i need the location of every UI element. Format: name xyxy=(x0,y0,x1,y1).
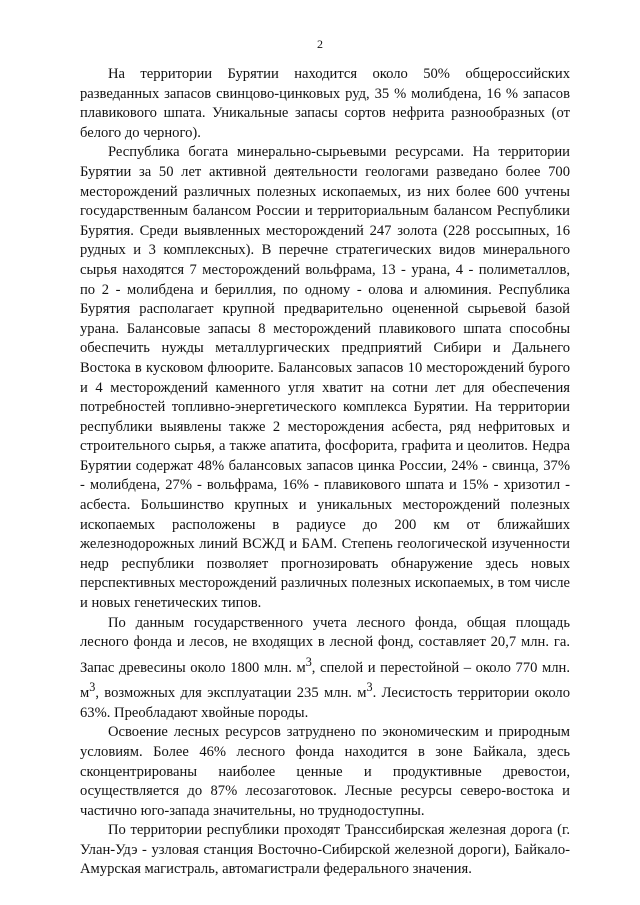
paragraph-forest-development: Освоение лесных ресурсов затруднено по экономическим и природным условиям. Более 46% лесного фонда находится в зоне Байкала, здесь сконцентрированы наиболее ценные и продуктивные древостои, осуществляется до 87% лесозаготовок. Лесные ресурсы северо-востока и частично юго-запада значительны, но труднодоступны. xyxy=(80,724,570,819)
forest-text-3: , возможных для эксплуатации 235 млн. м xyxy=(95,685,367,702)
forest-text-2: , спелой и перестойной – около 770 млн. м xyxy=(80,659,570,702)
paragraph-mineral-reserves: На территории Бурятии находится около 50% общероссийских разведанных запасов свинцово-цинковых руд, 35 % молибдена, 16 % запасов плавикового шпата. Уникальные запасы сортов нефрита разнообразных (от белого до черного). xyxy=(80,66,570,141)
forest-text-1: По данным государственного учета лесного фонда, общая площадь лесного фонда и лесов, не входящих в лесной фонд, составляет 20,7 млн. га. Запас древесины около 1800 млн. м xyxy=(80,614,570,676)
page-number: 2 xyxy=(317,37,323,51)
superscript-cubic-3: 3 xyxy=(366,680,373,695)
superscript-cubic-1: 3 xyxy=(305,654,312,669)
superscript-cubic-2: 3 xyxy=(89,680,96,695)
document-body xyxy=(80,65,570,880)
paragraph-mineral-resources: Республика богата минерально-сырьевыми ресурсами. На территории Бурятии за 50 лет активной деятельности геологами разведано более 700 месторождений различных полезных ископаемых, из них более 600 учтены государственным балансом России и территориальным балансом Республики Бурятия. Среди выявленных месторождений 247 золота (228 россыпных, 16 рудных и 3 комплексных). В перечне стратегических видов минерального сырья находятся 7 месторождений вольфрама, 13 - урана, 4 - полиметаллов, по 2 - молибдена и бериллия, по одному - олова и алюминия. Республика Бурятия располагает крупной предварительно оцененной сырьевой базой урана. Балансовые запасы 8 месторождений плавикового шпата способны обеспечить нужды металлургических предприятий Сибири и Дальнего Востока в кусковом флюорите. Балансовых запасов 10 месторождений бурого и 4 месторождений каменного угля хватит на сотни лет для обеспечения потребностей топливно-энергетического комплекса Бурятии. На территории республики выявлены также 2 месторождения асбеста, ряд нефритовых и строительного сырья, а также апатита, фосфорита, графита и цеолитов. Недра Бурятии содержат 48% балансовых запасов цинка России, 24% - свинца, 37% - молибдена, 27% - вольфрама, 16% - плавикового шпата и 15% - хризотил - асбеста. Большинство крупных и уникальных месторождений полезных ископаемых расположены в радиусе до 200 км от ближайших железнодорожных линий ВСЖД и БАМ. Степень геологической изученности недр республики позволяет прогнозировать обнаружение здесь новых перспективных месторождений различных полезных ископаемых, в том числе и новых генетических типов. xyxy=(80,144,570,612)
paragraph-transport: По территории республики проходят Транссибирская железная дорога (г. Улан-Удэ - узловая станция Восточно-Сибирской железной дороги), Байкало-Амурская магистраль, автомагистрали федерального значения. xyxy=(80,822,570,878)
forest-text-4: . Лесистость территории около 63%. Преобладают хвойные породы. xyxy=(80,685,570,721)
paragraph-forest-fund xyxy=(80,614,570,724)
